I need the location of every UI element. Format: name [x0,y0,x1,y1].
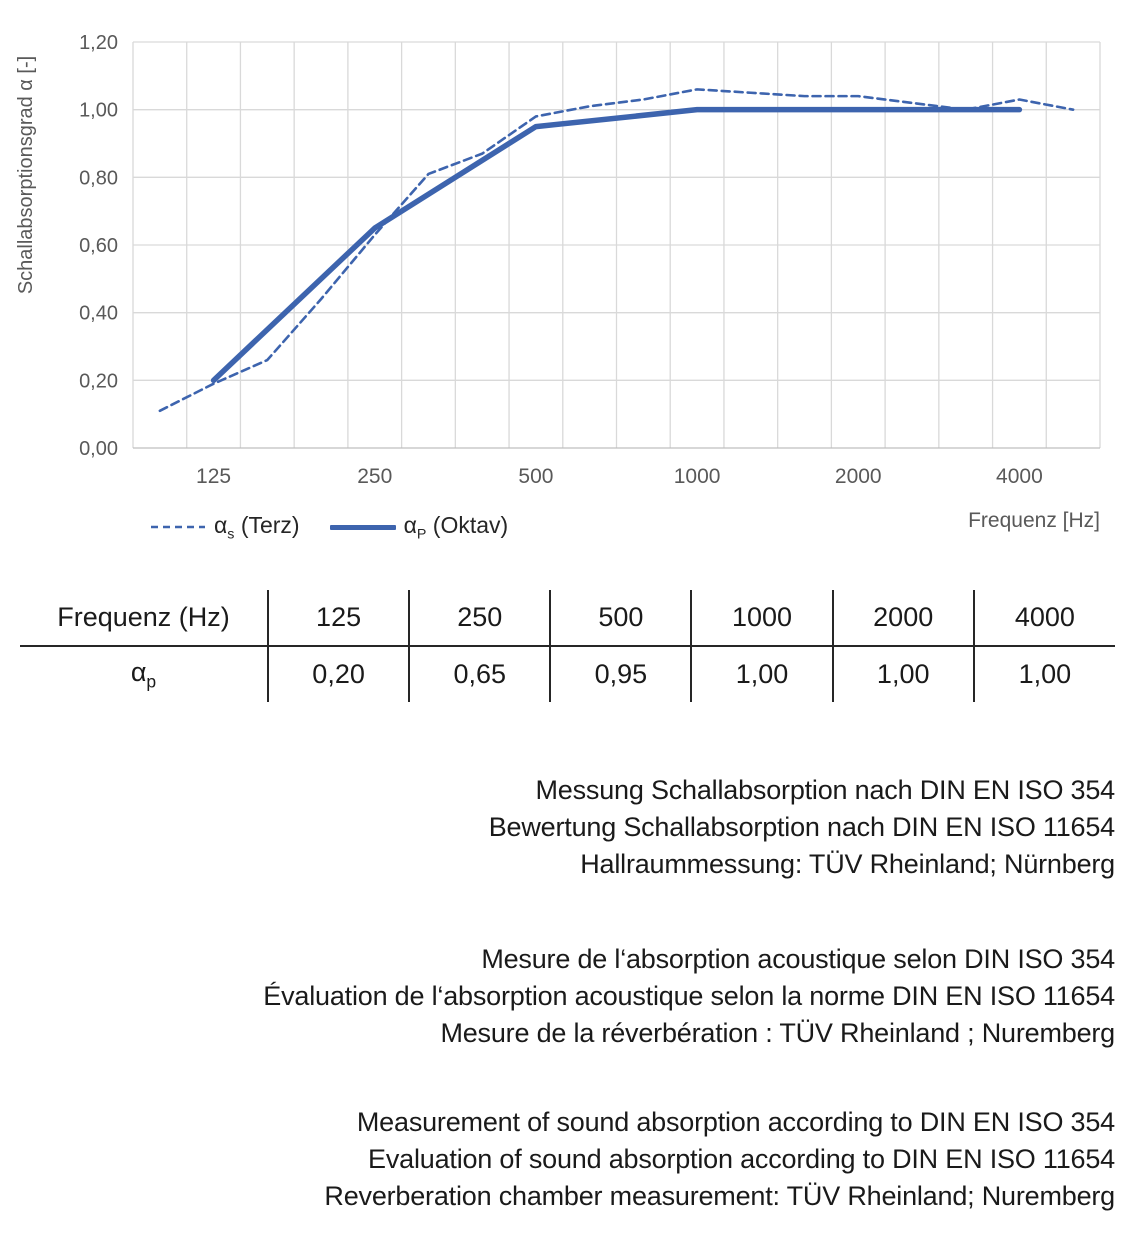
svg-text:0,20: 0,20 [79,370,118,393]
dashed-line-swatch [150,523,206,531]
table-cell-value: 1,00 [974,646,1115,702]
note-line: Reverberation chamber measurement: TÜV Rheinland; Nuremberg [324,1181,1115,1211]
notes-english [0,1104,1135,1215]
note-line: Measurement of sound absorption according to DIN EN ISO 354 [356,1107,1115,1137]
svg-text:1000: 1000 [673,465,721,488]
absorption-chart [0,0,1135,560]
x-axis-tick-labels [196,465,1043,488]
svg-text:125: 125 [196,465,232,488]
table-cell-freq: 125 [268,590,409,646]
table-cell-value: 0,65 [409,646,550,702]
table-cell-freq: 500 [550,590,691,646]
legend-label-oktav: $\alpha_P$ (Oktav) [403,512,509,543]
svg-text:0,60: 0,60 [79,235,118,257]
y-axis-tick-labels [79,32,118,460]
note-line: Messung Schallabsorption nach DIN EN ISO 354 [535,775,1115,805]
absorption-values-table [20,590,1115,702]
legend-item-terz [150,512,300,543]
legend-label-terz: $\alpha_s$ (Terz) [214,512,300,543]
note-line: Mesure de la réverbération : TÜV Rheinland ; Nuremberg [440,1018,1115,1048]
note-line: Mesure de l‘absorption acoustique selon DIN ISO 354 [481,944,1115,974]
table-header-alpha-p: $\alpha_p$ [130,656,157,692]
table-cell-freq: 4000 [974,590,1115,646]
table-row-alpha-p [20,646,1115,702]
x-axis-title: Frequenz [Hz] [968,509,1100,532]
table-cell-freq: 250 [409,590,550,646]
table-cell-freq: 2000 [833,590,974,646]
svg-text:1,00: 1,00 [79,99,118,122]
svg-text:250: 250 [357,465,393,488]
table-header-frequency: Frequenz (Hz) [20,590,268,646]
svg-text:500: 500 [518,465,554,488]
svg-text:1,20: 1,20 [79,32,118,54]
table-cell-value: 0,20 [268,646,409,702]
svg-text:4000: 4000 [996,465,1043,488]
table-cell-freq: 1000 [691,590,832,646]
y-axis-title: Schallabsorptionsgrad α [-] [15,55,37,295]
table-row-frequencies [20,590,1115,646]
note-line: Bewertung Schallabsorption nach DIN EN ISO 11654 [488,812,1115,842]
solid-line-swatch [330,525,396,530]
svg-text:2000: 2000 [834,465,882,488]
note-line: Evaluation of sound absorption according to DIN EN ISO 11654 [368,1144,1115,1174]
legend-item-oktav [330,512,509,543]
note-line: Évaluation de l‘absorption acoustique selon la norme DIN EN ISO 11654 [263,981,1115,1011]
svg-text:0,40: 0,40 [79,302,118,325]
table-cell-value: 1,00 [691,646,832,702]
table-cell-value: 0,95 [550,646,691,702]
note-line: Hallraummessung: TÜV Rheinland; Nürnberg [580,849,1115,879]
sound-absorption-figure [0,0,1135,560]
table-cell-value: 1,00 [833,646,974,702]
svg-text:0,00: 0,00 [79,438,118,460]
notes-french [0,941,1135,1052]
chart-legend [150,512,508,543]
svg-text:0,80: 0,80 [79,167,118,190]
notes-german [0,772,1135,883]
